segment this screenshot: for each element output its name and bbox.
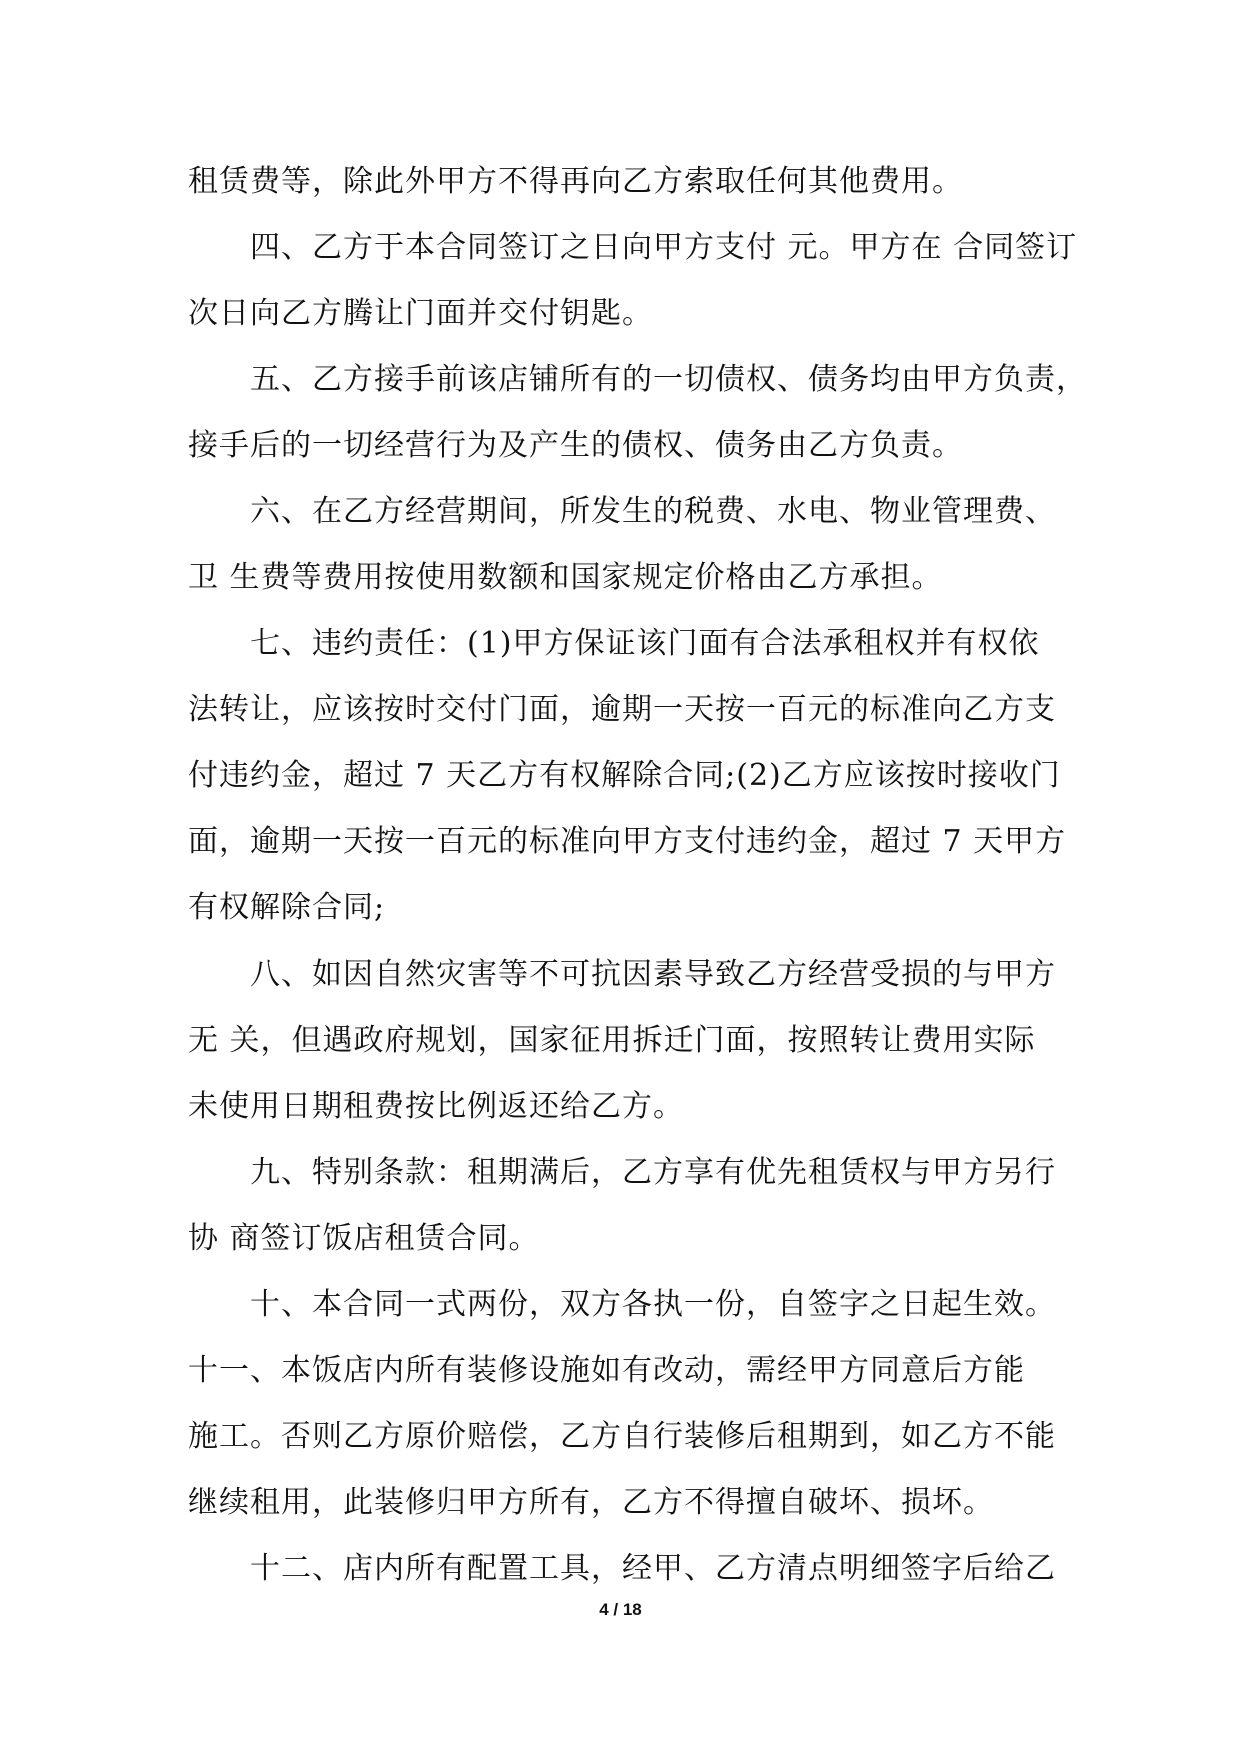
clause-7-line: 七、违约责任：(1)甲方保证该门面有合法承租权并有权依: [250, 626, 1040, 661]
text-line: 付违约金，超过 7 天乙方有权解除合同;(2)乙方应该按时接收门: [188, 758, 1061, 793]
text-line: 有权解除合同;: [188, 890, 386, 925]
text-line: 次日向乙方腾让门面并交付钥匙。: [188, 296, 653, 331]
text-line: 面，逾期一天按一百元的标准向甲方支付违约金，超过 7 天甲方: [188, 824, 1067, 859]
clause-5-line: 五、乙方接手前该店铺所有的一切债权、债务均由甲方负责，: [250, 362, 1087, 397]
text-line: 法转让，应该按时交付门面，逾期一天按一百元的标准向乙方支: [188, 692, 1056, 727]
text-line: 卫 生费等费用按使用数额和国家规定价格由乙方承担。: [188, 560, 943, 595]
text-line: 未使用日期租费按比例返还给乙方。: [188, 1089, 684, 1124]
clause-6-line: 六、在乙方经营期间，所发生的税费、水电、物业管理费、: [250, 494, 1056, 529]
text-line: 无 关，但遇政府规划，国家征用拆迁门面，按照转让费用实际: [188, 1023, 1036, 1058]
clause-11-line: 十一、本饭店内所有装修设施如有改动，需经甲方同意后方能: [188, 1353, 1025, 1388]
page-number: 4 / 18: [599, 1600, 642, 1619]
clause-4-line: 四、乙方于本合同签订之日向甲方支付 元。甲方在 合同签订: [250, 230, 1078, 265]
clause-8-line: 八、如因自然灾害等不可抗因素导致乙方经营受损的与甲方: [250, 957, 1056, 992]
text-line: 协 商签订饭店租赁合同。: [188, 1221, 540, 1256]
text-line: 租赁费等，除此外甲方不得再向乙方索取任何其他费用。: [188, 164, 963, 199]
text-line: 施工。否则乙方原价赔偿，乙方自行装修后租期到，如乙方不能: [188, 1419, 1056, 1454]
text-line: 继续租用，此装修归甲方所有，乙方不得擅自破坏、损坏。: [188, 1485, 994, 1520]
clause-10-line: 十、本合同一式两份，双方各执一份，自签字之日起生效。: [250, 1287, 1056, 1322]
clause-9-line: 九、特别条款：租期满后，乙方享有优先租赁权与甲方另行: [250, 1155, 1056, 1190]
text-line: 接手后的一切经营行为及产生的债权、债务由乙方负责。: [188, 428, 963, 463]
clause-12-line: 十二、店内所有配置工具，经甲、乙方清点明细签字后给乙: [250, 1551, 1056, 1586]
